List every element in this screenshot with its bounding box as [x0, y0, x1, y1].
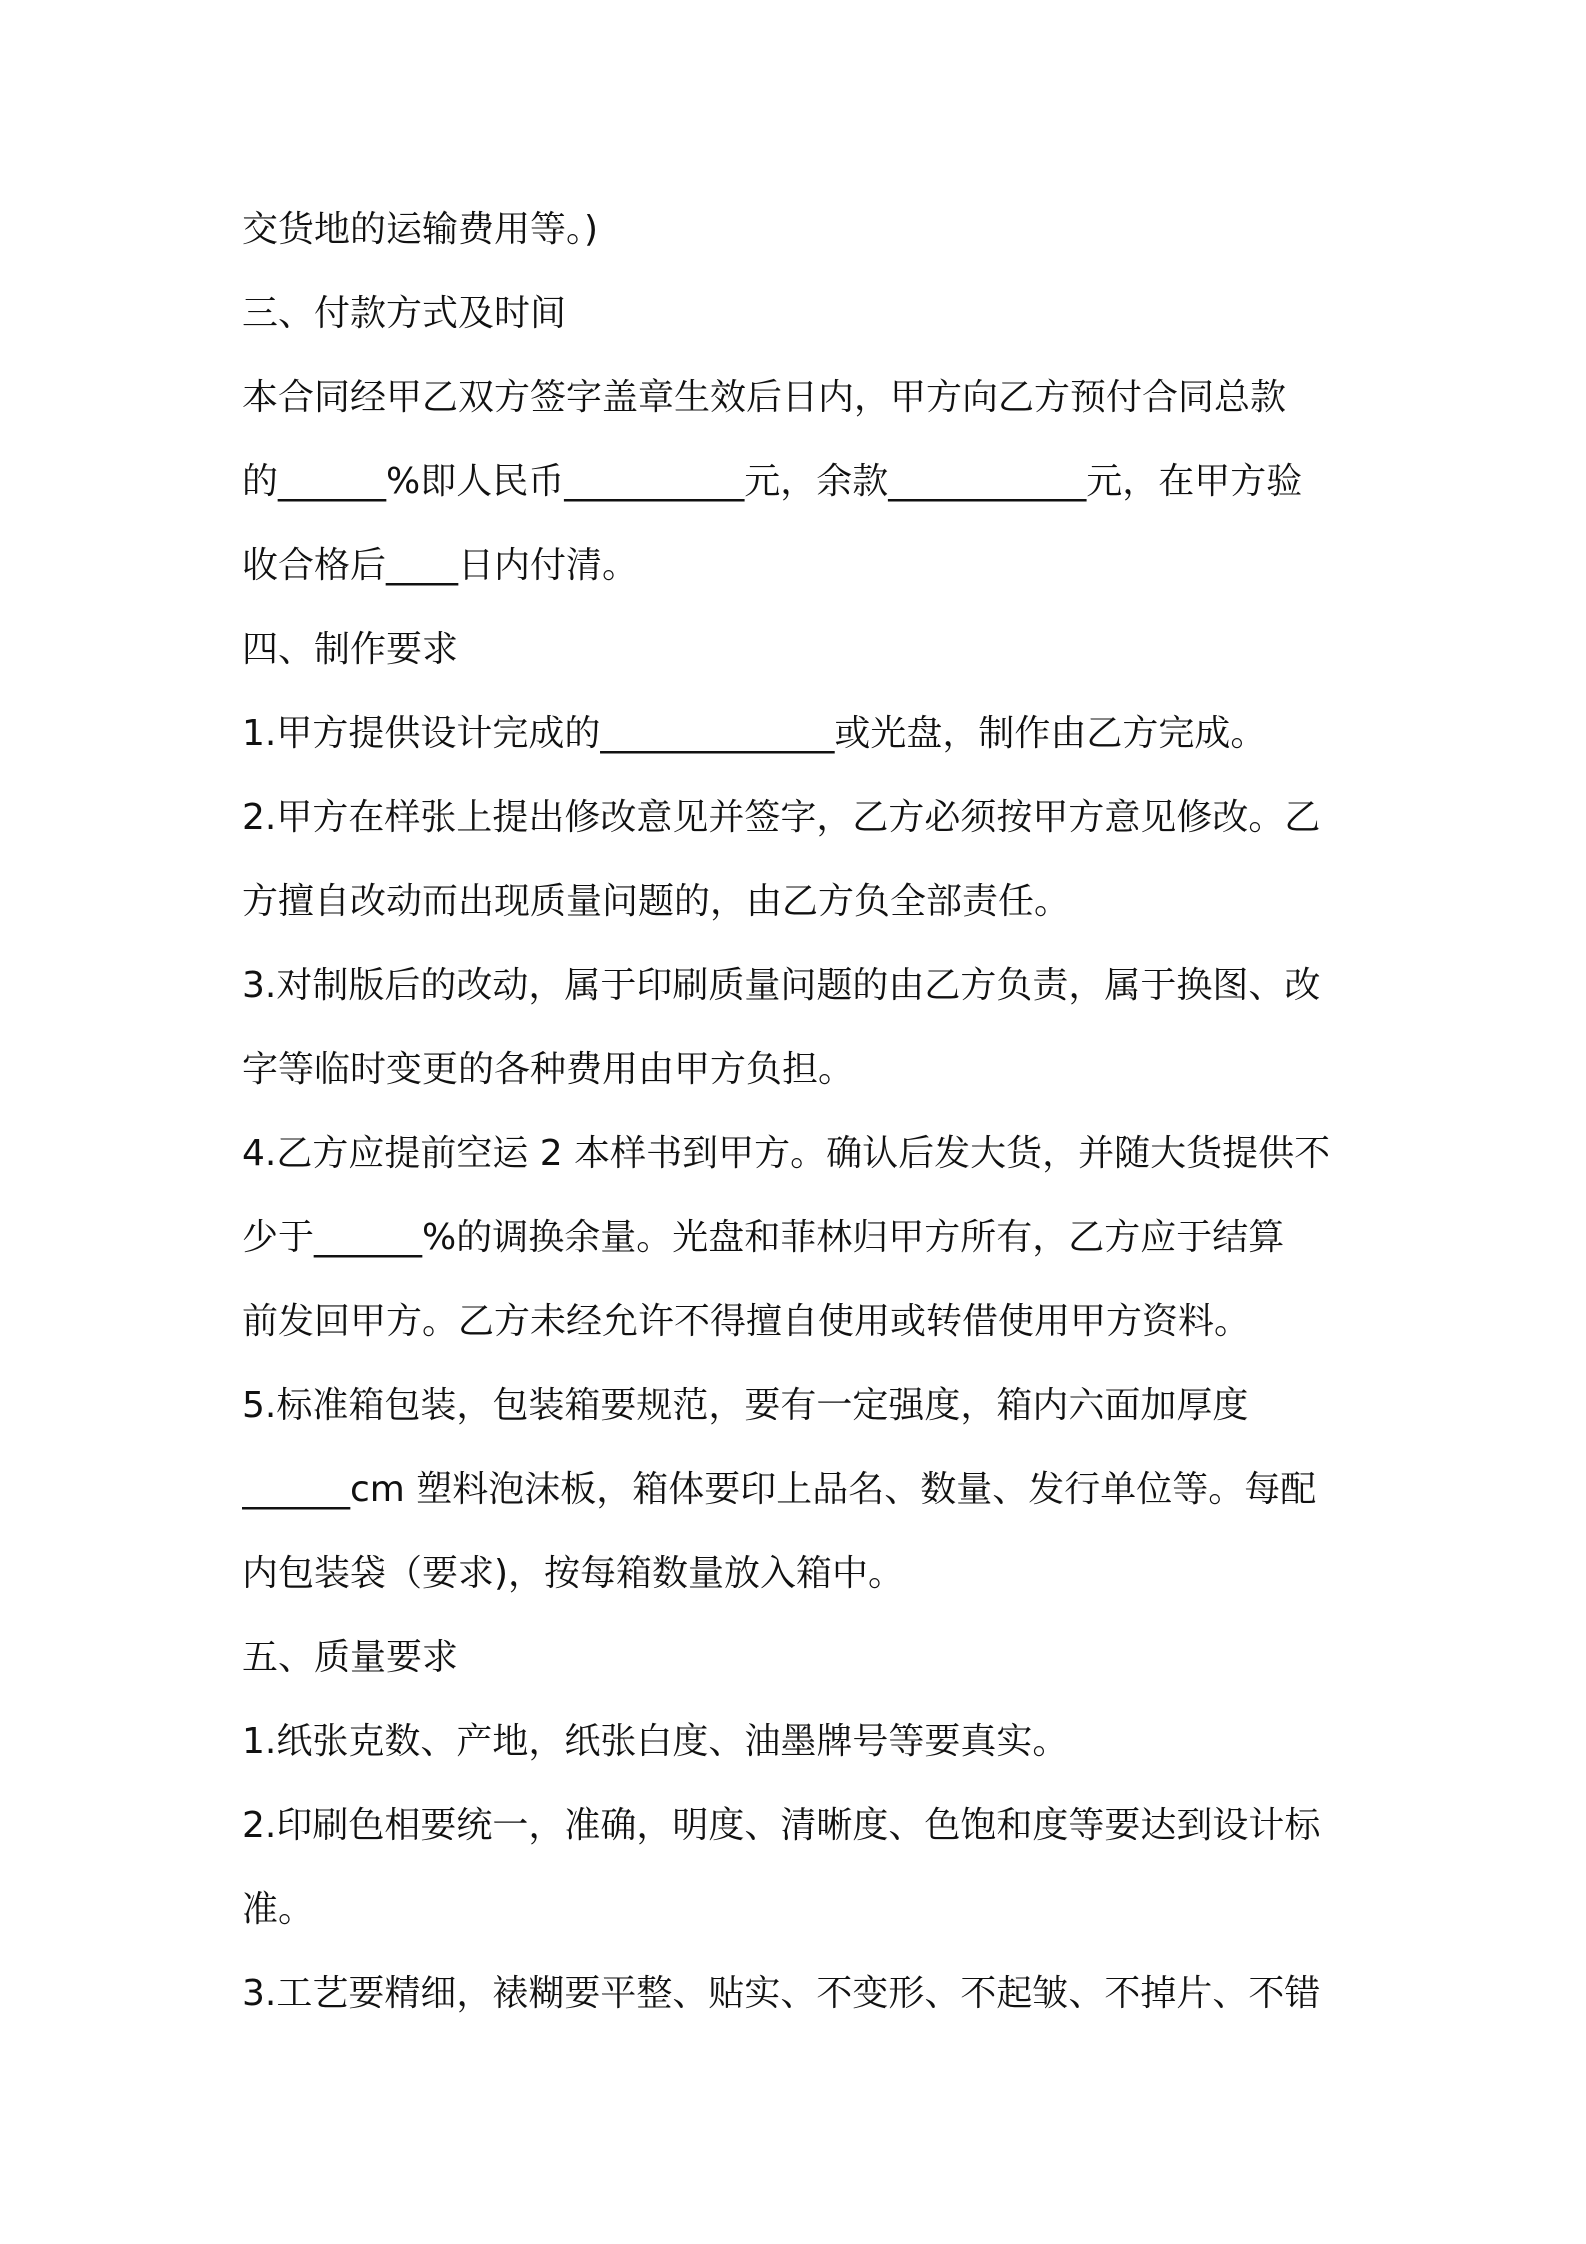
text-line: 1.纸张克数、产地，纸张白度、油墨牌号等要真实。: [242, 1721, 1069, 1762]
section-heading-production: 四、制作要求: [242, 629, 459, 670]
text-line: 方擅自改动而出现质量问题的，由乙方负全部责任。: [242, 881, 1071, 922]
section-heading-quality: 五、质量要求: [242, 1637, 459, 1678]
text-line: 4.乙方应提前空运 2 本样书到甲方。确认后发大货，并随大货提供不: [242, 1133, 1331, 1174]
text-line: 前发回甲方。乙方未经允许不得擅自使用或转借使用甲方资料。: [242, 1301, 1251, 1342]
text-line: 3.对制版后的改动，属于印刷质量问题的由乙方负责，属于换图、改: [242, 965, 1321, 1006]
section-heading-payment: 三、付款方式及时间: [242, 293, 567, 334]
text-line: 1.甲方提供设计完成的_____________或光盘，制作由乙方完成。: [242, 713, 1267, 754]
text-line: 字等临时变更的各种费用由甲方负担。: [242, 1049, 855, 1090]
text-line: 2.甲方在样张上提出修改意见并签字，乙方必须按甲方意见修改。乙: [242, 797, 1321, 838]
text-line: 本合同经甲乙双方签字盖章生效后日内，甲方向乙方预付合同总款: [242, 377, 1287, 418]
text-line: 2.印刷色相要统一，准确，明度、清晰度、色饱和度等要达到设计标: [242, 1805, 1321, 1846]
text-line: ______cm 塑料泡沫板，箱体要印上品名、数量、发行单位等。每配: [242, 1469, 1317, 1510]
text-line: 内包装袋（要求)，按每箱数量放入箱中。: [242, 1553, 905, 1594]
text-line: 3.工艺要精细，裱糊要平整、贴实、不变形、不起皱、不掉片、不错: [242, 1973, 1321, 2014]
text-line: 交货地的运输费用等。): [242, 209, 599, 250]
text-line: 的______%即人民币__________元，余款___________元，在甲方验: [242, 461, 1303, 502]
text-line: 少于______%的调换余量。光盘和菲林归甲方所有，乙方应于结算: [242, 1217, 1285, 1258]
text-line: 5.标准箱包装，包装箱要规范，要有一定强度，箱内六面加厚度: [242, 1385, 1249, 1426]
text-line: 收合格后____日内付清。: [242, 545, 639, 586]
text-line: 准。: [242, 1889, 315, 1930]
